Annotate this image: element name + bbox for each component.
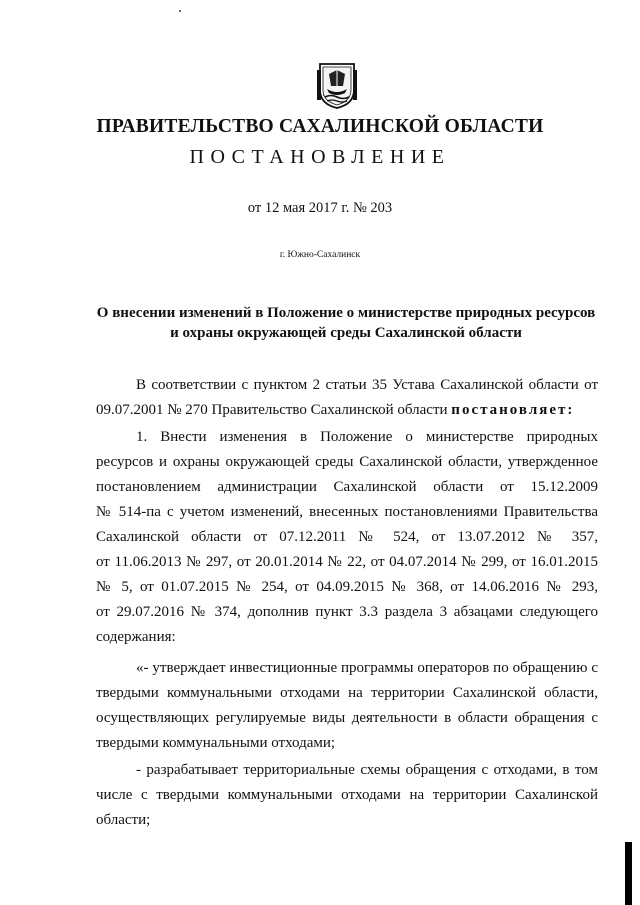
preamble-text: 09.07.2001 № 270 Правительство Сахалинской области — [96, 402, 452, 418]
quote-line: твердыми коммунальными отходами на территории Сахалинской области, — [96, 685, 598, 701]
document-date-number: от 12 мая 2017 г. № 203 — [247, 200, 393, 216]
quote-line: твердыми коммунальными отходами; — [96, 735, 336, 751]
preamble-line: В соответствии с пунктом 2 статьи 35 Устава Сахалинской области от — [136, 377, 598, 393]
quote-line: осуществляющих регулируемые виды деятельности в области обращения с — [96, 710, 598, 726]
quote-line: - разрабатывает территориальные схемы обращения с отходами, в том — [136, 762, 598, 778]
subject-line: О внесении изменений в Положение о министерстве природных ресурсов — [96, 305, 596, 321]
item-line: № 5, от 01.07.2015 № 254, от 04.09.2015 № 368, от 14.06.2016 № 293, — [96, 579, 598, 595]
quote-line: «- утверждает инвестиционные программы операторов по обращению с — [136, 660, 598, 676]
item-line: от 29.07.2016 № 374, дополнив пункт 3.3 раздела 3 абзацами следующего — [96, 604, 598, 620]
decree-verb: постановляет: — [451, 402, 575, 418]
quote-line: области; — [96, 812, 151, 828]
scan-speck — [179, 10, 181, 12]
item-line: содержания: — [96, 629, 176, 645]
item-line: ресурсов и охраны окружающей среды Сахалинской области, утвержденное — [96, 454, 598, 470]
item-line: 1. Внести изменения в Положение о министерстве природных — [136, 429, 598, 445]
organization-title: ПРАВИТЕЛЬСТВО САХАЛИНСКОЙ ОБЛАСТИ — [96, 116, 544, 137]
subject-line: и охраны окружающей среды Сахалинской области — [170, 325, 522, 341]
item-line: от 11.06.2013 № 297, от 20.01.2014 № 22, от 04.07.2014 № 299, от 16.01.2015 — [96, 554, 598, 570]
document-subject — [80, 303, 612, 343]
item-line: Сахалинской области от 07.12.2011 № 524, от 13.07.2012 № 357, — [96, 529, 598, 545]
scan-speck — [323, 95, 324, 96]
document-city: г. Южно-Сахалинск — [279, 250, 361, 260]
item-line: постановлением администрации Сахалинской области от 15.12.2009 — [96, 479, 598, 495]
preamble-line — [96, 400, 598, 420]
item-line: № 514-па с учетом изменений, внесенных постановлениями Правительства — [96, 504, 598, 520]
sakhalin-coat-of-arms-icon — [317, 60, 357, 110]
document-type: ПОСТАНОВЛЕНИЕ — [189, 146, 451, 168]
quote-line: числе с твердыми коммунальными отходами на территории Сахалинской — [96, 787, 598, 803]
scan-edge-mark — [625, 842, 632, 905]
